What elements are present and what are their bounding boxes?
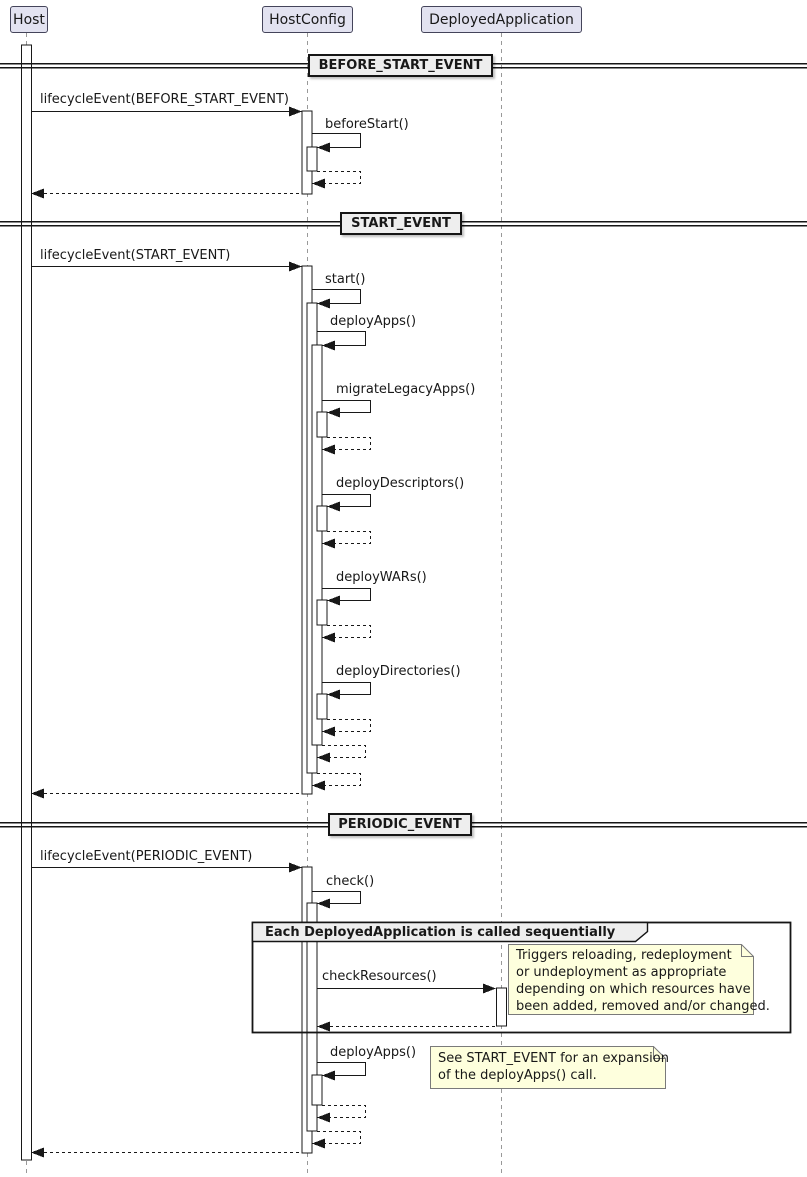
msg-deploy-directories-label: deployDirectories() xyxy=(336,664,461,679)
participant-deployedapplication xyxy=(421,6,582,33)
msg-check-resources-label: checkResources() xyxy=(322,969,437,984)
msg-deploy-apps-periodic-label: deployApps() xyxy=(330,1045,417,1060)
deploy-apps-note-text xyxy=(438,1050,669,1084)
note-line: depending on which resources have xyxy=(516,982,751,997)
deploy-descriptors-activation xyxy=(317,506,327,531)
msg-before-start-label: beforeStart() xyxy=(325,117,409,132)
msg-lifecycle-start-arrow xyxy=(31,262,302,272)
participant-hostconfig xyxy=(262,6,353,33)
divider-periodic-event-label: PERIODIC_EVENT xyxy=(338,817,462,832)
msg-lifecycle-periodic-label: lifecycleEvent(PERIODIC_EVENT) xyxy=(40,849,253,864)
deployedapplication-activation xyxy=(497,988,507,1026)
divider-before-start-event xyxy=(308,54,493,77)
return-before-start xyxy=(312,172,361,189)
divider-before-start-event-label: BEFORE_START_EVENT xyxy=(318,58,483,73)
msg-deploy-wars-label: deployWARs() xyxy=(336,570,427,585)
deploy-directories-activation xyxy=(317,694,327,719)
msg-deploy-descriptors-label: deployDescriptors() xyxy=(336,476,465,491)
note-line: Triggers reloading, redeployment xyxy=(516,948,732,963)
divider-start-event xyxy=(340,212,462,235)
msg-deploy-apps-periodic-arrow xyxy=(317,1063,366,1081)
return-start xyxy=(312,774,361,791)
msg-lifecycle-start-label: lifecycleEvent(START_EVENT) xyxy=(40,248,231,263)
before-start-activation xyxy=(307,147,317,171)
msg-check-arrow xyxy=(312,892,361,909)
msg-check-label: check() xyxy=(326,874,375,889)
msg-deploy-apps-label: deployApps() xyxy=(330,314,417,329)
msg-migrate-legacy-apps-arrow xyxy=(322,401,371,418)
migrate-legacy-apps-activation xyxy=(317,412,327,437)
divider-periodic-event xyxy=(328,813,472,836)
note-line: See START_EVENT for an expansion xyxy=(438,1051,669,1066)
participant-deployedapplication-label: DeployedApplication xyxy=(429,11,574,28)
msg-deploy-wars-arrow xyxy=(322,589,371,606)
msg-deploy-descriptors-arrow xyxy=(322,495,371,512)
note-line: or undeployment as appropriate xyxy=(516,965,727,980)
participant-hostconfig-label: HostConfig xyxy=(269,11,346,28)
return-deploy-apps-periodic xyxy=(317,1106,366,1123)
return-deploy-apps xyxy=(317,746,366,763)
lifelines xyxy=(27,33,502,1177)
participant-host-label: Host xyxy=(13,11,45,28)
msg-deploy-apps-arrow xyxy=(317,332,366,351)
divider-lines xyxy=(0,64,807,827)
divider-start-event-label: START_EVENT xyxy=(351,216,451,231)
return-deploy-descriptors xyxy=(322,532,371,549)
deploy-apps-periodic-activation xyxy=(312,1075,322,1105)
deploy-apps-activation xyxy=(312,345,322,745)
msg-before-start-arrow xyxy=(312,134,361,153)
msg-lifecycle-before-start-arrow xyxy=(31,107,302,117)
deploy-wars-activation xyxy=(317,600,327,625)
group-title: Each DeployedApplication is called sequentially xyxy=(265,925,616,940)
return-deploy-directories xyxy=(322,720,371,737)
return-check-resources xyxy=(317,1022,496,1032)
host-activation xyxy=(22,45,32,1160)
msg-migrate-legacy-apps-label: migrateLegacyApps() xyxy=(336,382,476,397)
check-resources-note-text xyxy=(516,947,770,1015)
msg-deploy-directories-arrow xyxy=(322,683,371,700)
msg-start-arrow xyxy=(312,290,361,309)
note-line: been added, removed and/or changed. xyxy=(516,999,770,1014)
msg-check-resources-arrow xyxy=(317,984,496,994)
return-to-host-1 xyxy=(31,189,302,199)
return-deploy-wars xyxy=(322,626,371,643)
return-migrate-legacy-apps xyxy=(322,438,371,455)
note-line: of the deployApps() call. xyxy=(438,1068,597,1083)
msg-start-label: start() xyxy=(325,272,366,287)
participant-host xyxy=(10,6,48,33)
return-to-host-2 xyxy=(31,789,302,799)
return-to-host-3 xyxy=(31,1148,302,1158)
msg-lifecycle-periodic-arrow xyxy=(31,863,302,873)
msg-lifecycle-before-start-label: lifecycleEvent(BEFORE_START_EVENT) xyxy=(40,92,289,107)
return-check xyxy=(312,1132,361,1149)
